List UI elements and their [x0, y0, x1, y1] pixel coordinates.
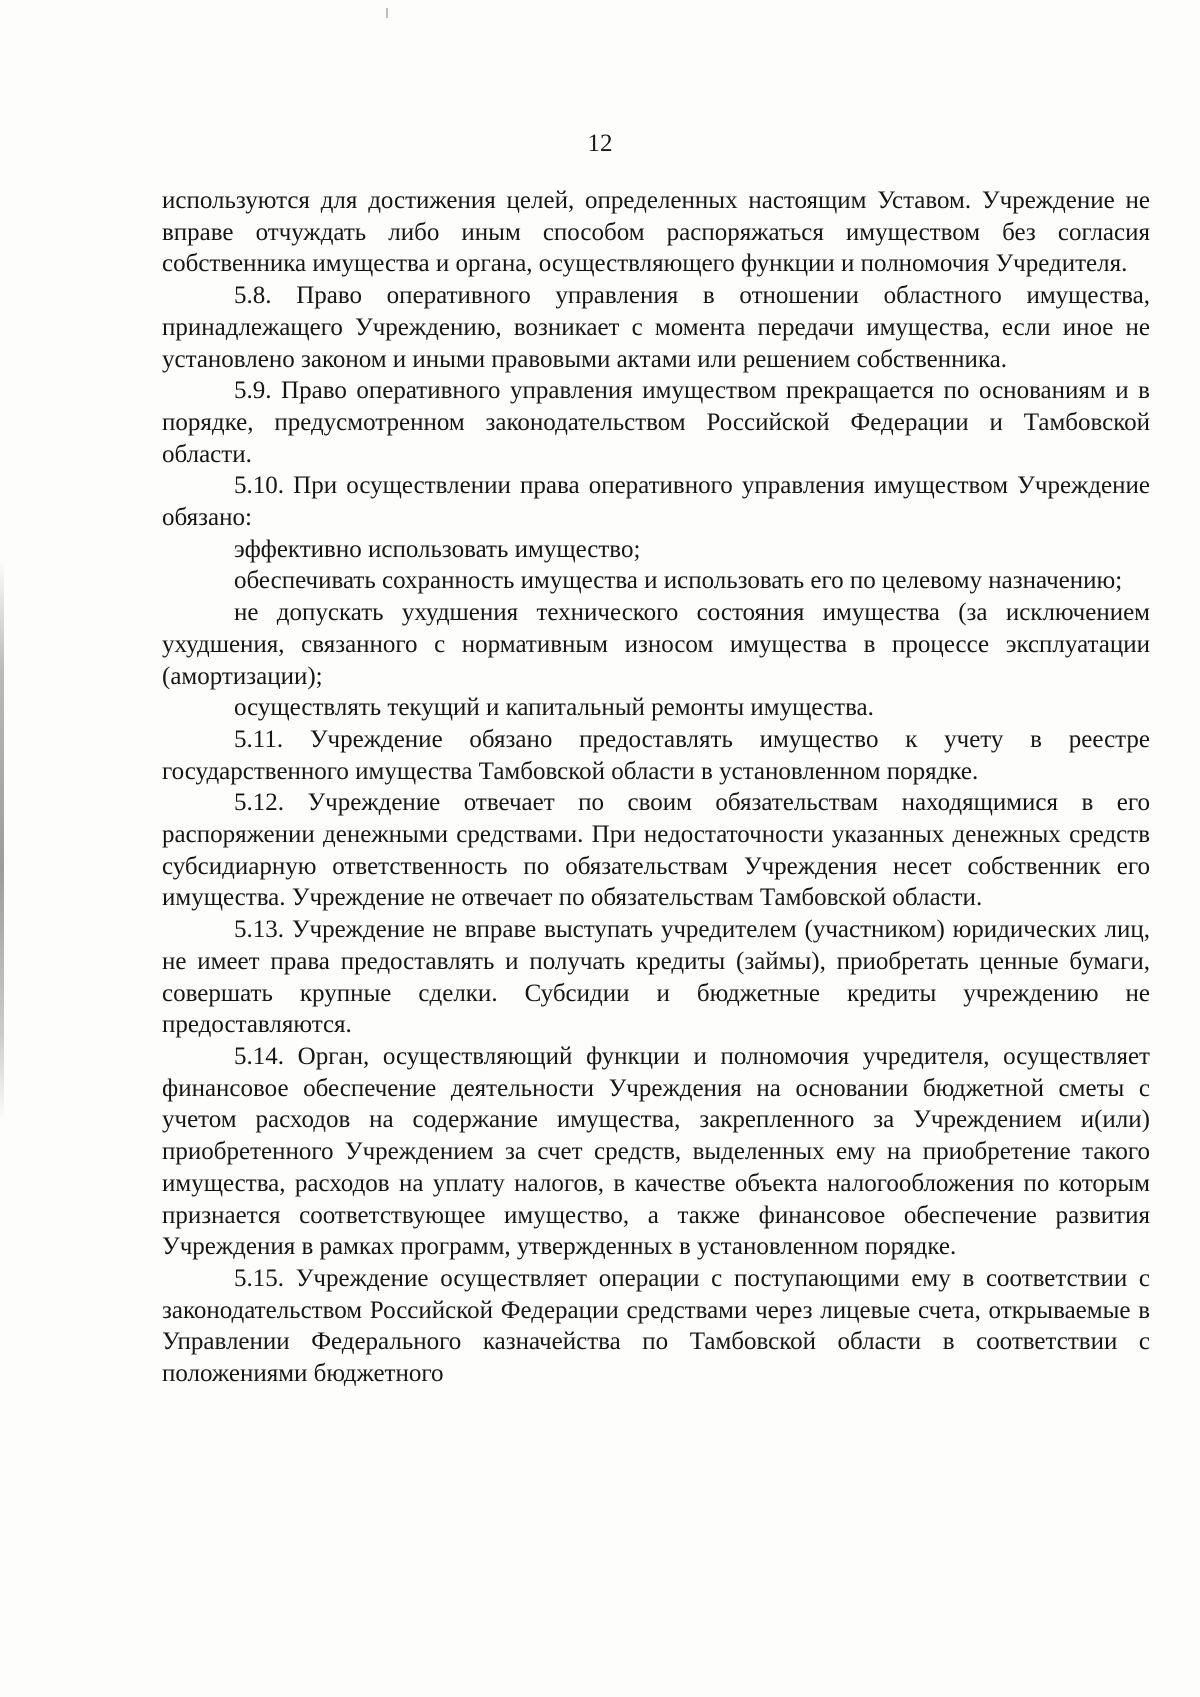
scan-edge-shadow	[0, 560, 4, 1120]
scan-artifact	[386, 8, 388, 18]
paragraph-5-15: 5.15. Учреждение осуществляет операции с поступающими ему в соответствии с законодательством Российской Федерации средствами через лицевые счета, открываемые в Управлении Федерального казначейства по Тамбовской области в соответствии с положениями бюджетного	[162, 1264, 1150, 1388]
list-item-repairs: осуществлять текущий и капитальный ремонты имущества.	[234, 694, 874, 722]
paragraph-5-11: 5.11. Учреждение обязано предоставлять имущество к учету в реестре государственного имущества Тамбовской области в установленном порядке.	[162, 725, 1150, 785]
paragraph-5-10: 5.10. При осуществлении права оперативного управления имуществом Учреждение обязано:	[162, 472, 1150, 532]
paragraph-5-9: 5.9. Право оперативного управления имуществом прекращается по основаниям и в порядке, предусмотренном законодательством Российской Федерации и Тамбовской области.	[162, 377, 1150, 468]
paragraph-5-12: 5.12. Учреждение отвечает по своим обязательствам находящимися в его распоряжении денежными средствами. При недостаточности указанных денежных средств субсидиарную ответственность по обязательствам Учреждения несет собственник его имущества. Учреждение не отвечает по обязательствам Тамбовской области.	[162, 789, 1150, 912]
document-body	[162, 185, 1150, 1390]
paragraph-5-13: 5.13. Учреждение не вправе выступать учредителем (участником) юридических лиц, не имеет права предоставлять и получать кредиты (займы), приобретать ценные бумаги, совершать крупные сделки. Субсидии и бюджетные кредиты учреждению не предоставляются.	[162, 916, 1150, 1039]
list-item-use-effectively: эффективно использовать имущество;	[234, 535, 641, 563]
list-item-ensure-safety: обеспечивать сохранность имущества и использовать его по целевому назначению;	[234, 567, 1123, 595]
paragraph-5-14: 5.14. Орган, осуществляющий функции и полномочия учредителя, осуществляет финансовое обеспечение деятельности Учреждения на основании бюджетной сметы с учетом расходов на содержание имущества, закрепленного за Учреждением и(или) приобретенного Учреждением за счет средств, выделенных ему на приобретение такого имущества, расходов на уплату налогов, в качестве объекта налогообложения по которым признается соответствующее имущество, а также финансовое обеспечение развития Учреждения в рамках программ, утвержденных в установленном порядке.	[162, 1042, 1150, 1261]
list-item-prevent-deterioration: не допускать ухудшения технического состояния имущества (за исключением ухудшения, связанного с нормативным износом имущества в процессе эксплуатации (амортизации);	[162, 599, 1150, 690]
paragraph-5-8: 5.8. Право оперативного управления в отношении областного имущества, принадлежащего Учреждению, возникает с момента передачи имущества, если иное не установлено законом и иными правовыми актами или решением собственника.	[162, 282, 1150, 373]
page-number: 12	[587, 130, 613, 157]
paragraph-continuation: используются для достижения целей, определенных настоящим Уставом. Учреждение не вправе отчуждать либо иным способом распоряжаться имуществом без согласия собственника имущества и органа, осуществляющего функции и полномочия Учредителя.	[162, 187, 1150, 278]
